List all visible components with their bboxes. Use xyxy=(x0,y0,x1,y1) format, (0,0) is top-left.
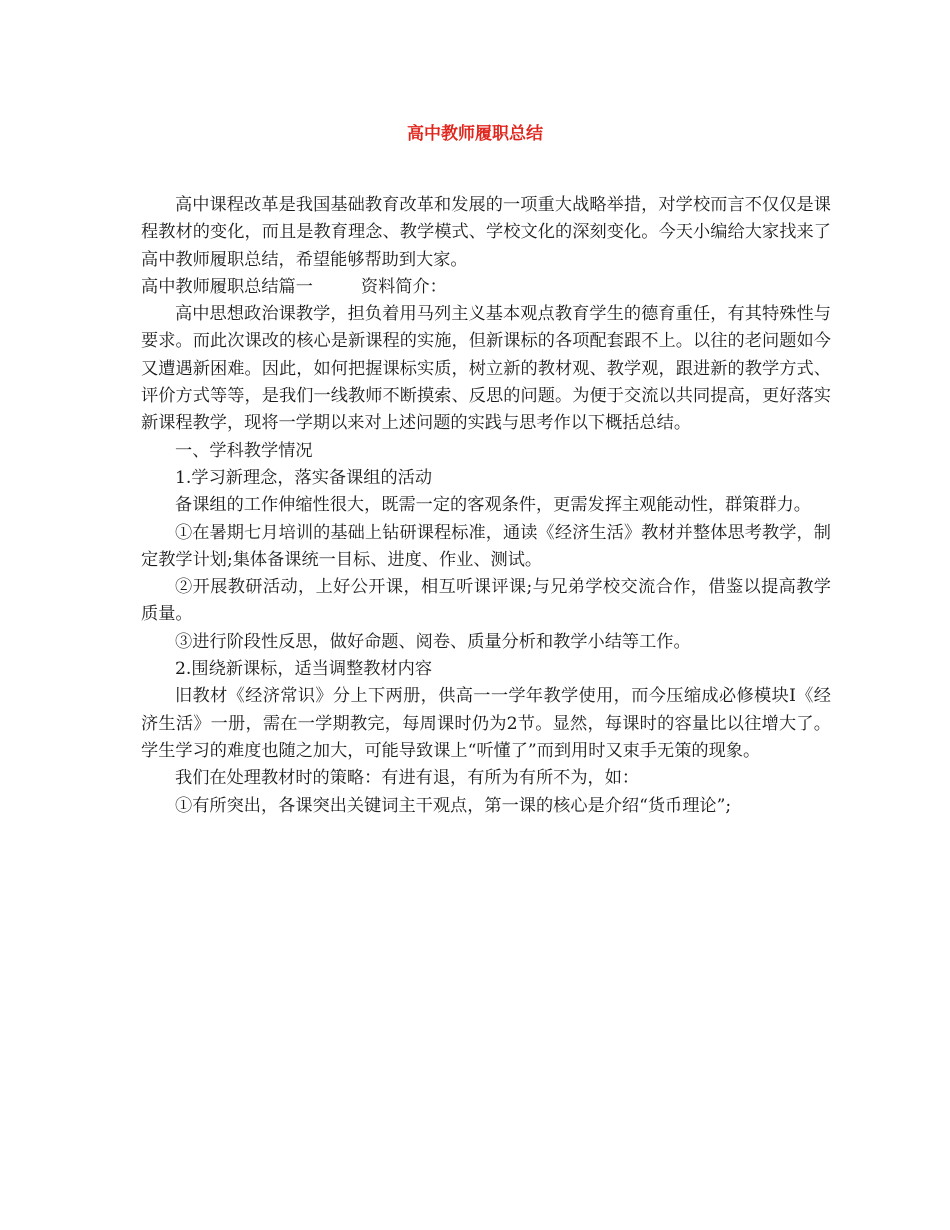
section-heading-title: 高中教师履职总结篇一 xyxy=(141,276,313,297)
content-paragraph: 我们在处理教材时的策略：有进有退，有所为有所不为，如： xyxy=(175,768,640,789)
section-heading-label: 资料简介： xyxy=(360,276,447,297)
content-paragraph: 旧教材《经济常识》分上下两册，供高一一学年教学使用，而今压缩成必修模块Ⅰ《经济生活》一册，需在一学期教完，每周课时仍为2节。显然，每课时的容量比以往增大了。学生学习的难度也随之加大，可能导致课上“听懂了”而到用时又束手无策的现象。 xyxy=(141,686,831,761)
list-item: ③进行阶段性反思，做好命题、阅卷、质量分析和教学小结等工作。 xyxy=(175,631,691,652)
list-item: ①有所突出，各课突出关键词主干观点，第一课的核心是介绍“货币理论”; xyxy=(175,795,732,816)
section-title-1: 一、学科教学情况 xyxy=(175,440,313,461)
content-paragraph: 备课组的工作伸缩性很大，既需一定的客观条件，更需发挥主观能动性，群策群力。 xyxy=(175,495,811,516)
document-body xyxy=(141,192,831,820)
section-heading xyxy=(141,274,831,301)
list-item: ②开展教研活动，上好公开课，相互听课评课;与兄弟学校交流合作，借鉴以提高教学质量。 xyxy=(141,577,831,625)
intro-paragraph: 高中课程改革是我国基础教育改革和发展的一项重大战略举措，对学校而言不仅仅是课程教材的变化，而且是教育理念、教学模式、学校文化的深刻变化。今天小编给大家找来了高中教师履职总结，希望能够帮助到大家。 xyxy=(141,195,831,270)
document-title: 高中教师履职总结 xyxy=(407,124,543,144)
content-paragraph: 高中思想政治课教学，担负着用马列主义基本观点教育学生的德育重任，有其特殊性与要求。而此次课改的核心是新课程的实施，但新课标的各项配套跟不上。以往的老问题如今又遭遇新困难。因此，如何把握课标实质，树立新的教材观、教学观，跟进新的教学方式、评价方式等等，是我们一线教师不断摸索、反思的问题。为便于交流以共同提高，更好落实新课程教学，现将一学期以来对上述问题的实践与思考作以下概括总结。 xyxy=(141,304,831,434)
subsection-title-1: 1.学习新理念，落实备课组的活动 xyxy=(175,467,433,488)
list-item: ①在暑期七月培训的基础上钻研课程标准，通读《经济生活》教材并整体思考教学，制定教学计划;集体备课统一目标、进度、作业、测试。 xyxy=(141,522,831,570)
subsection-title-2: 2.围绕新课标，适当调整教材内容 xyxy=(175,659,433,680)
